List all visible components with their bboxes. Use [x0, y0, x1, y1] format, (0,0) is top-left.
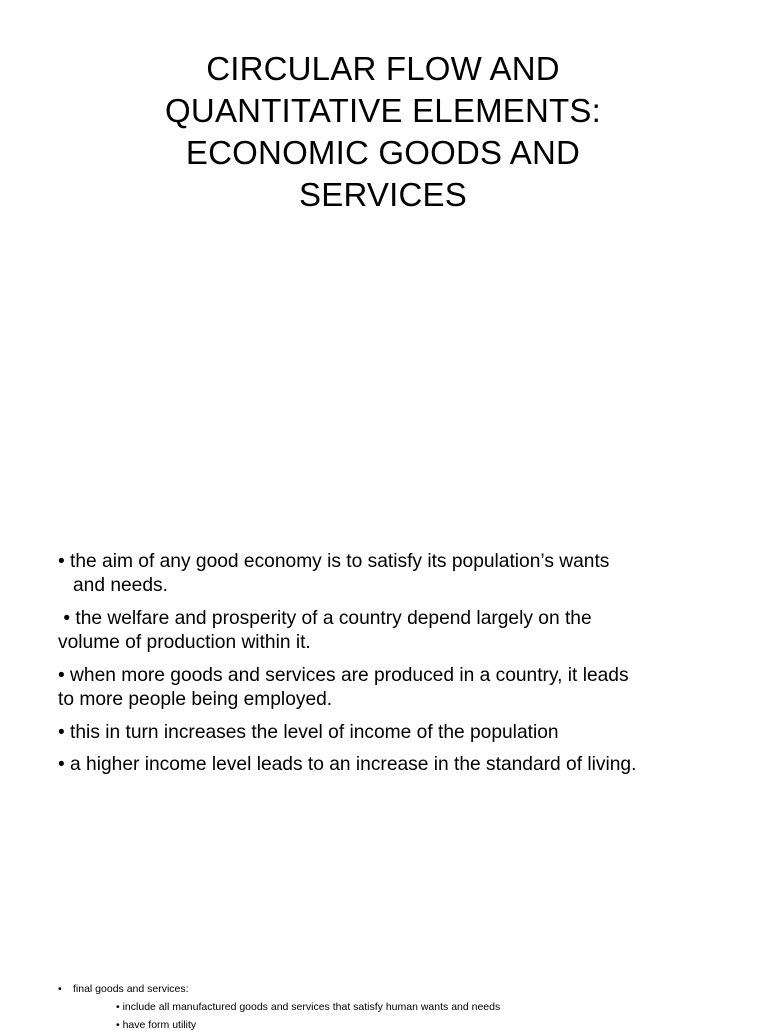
paragraph-aim-line-1: • the aim of any good economy is to satisfy its population’s wants: [58, 551, 610, 572]
paragraph-aim: [58, 550, 748, 598]
paragraph-employment-line-1: • when more goods and services are produced in a country, it leads: [58, 665, 629, 686]
title-line-3: ECONOMIC GOODS AND: [185, 134, 581, 171]
bullet-icon: •: [58, 983, 62, 995]
paragraph-welfare: [58, 607, 748, 655]
page-title: [120, 48, 646, 216]
paragraph-welfare-line-2: volume of production within it.: [58, 632, 311, 653]
title-line-4: SERVICES: [299, 176, 467, 213]
paragraph-welfare-line-1: • the welfare and prosperity of a country depend largely on the: [58, 608, 592, 629]
paragraph-income: • this in turn increases the level of income of the population: [58, 722, 559, 743]
title-line-1: CIRCULAR FLOW AND: [206, 50, 560, 87]
paragraph-employment-line-2: to more people being employed.: [58, 689, 333, 710]
paragraph-employment: [58, 664, 748, 712]
sub-list-item: • have form utility: [116, 1019, 197, 1031]
title-line-2: QUANTITATIVE ELEMENTS:: [165, 92, 601, 129]
list-item: [58, 980, 748, 998]
paragraph-aim-line-2: and needs.: [73, 575, 168, 596]
body-text: [58, 550, 748, 777]
paragraph-standard-of-living: • a higher income level leads to an increase in the standard of living.: [58, 754, 637, 775]
sub-list-item: • include all manufactured goods and services that satisfy human wants and needs: [116, 1001, 501, 1013]
footer-list: [58, 980, 748, 1034]
list-item-label: final goods and services:: [73, 983, 189, 995]
